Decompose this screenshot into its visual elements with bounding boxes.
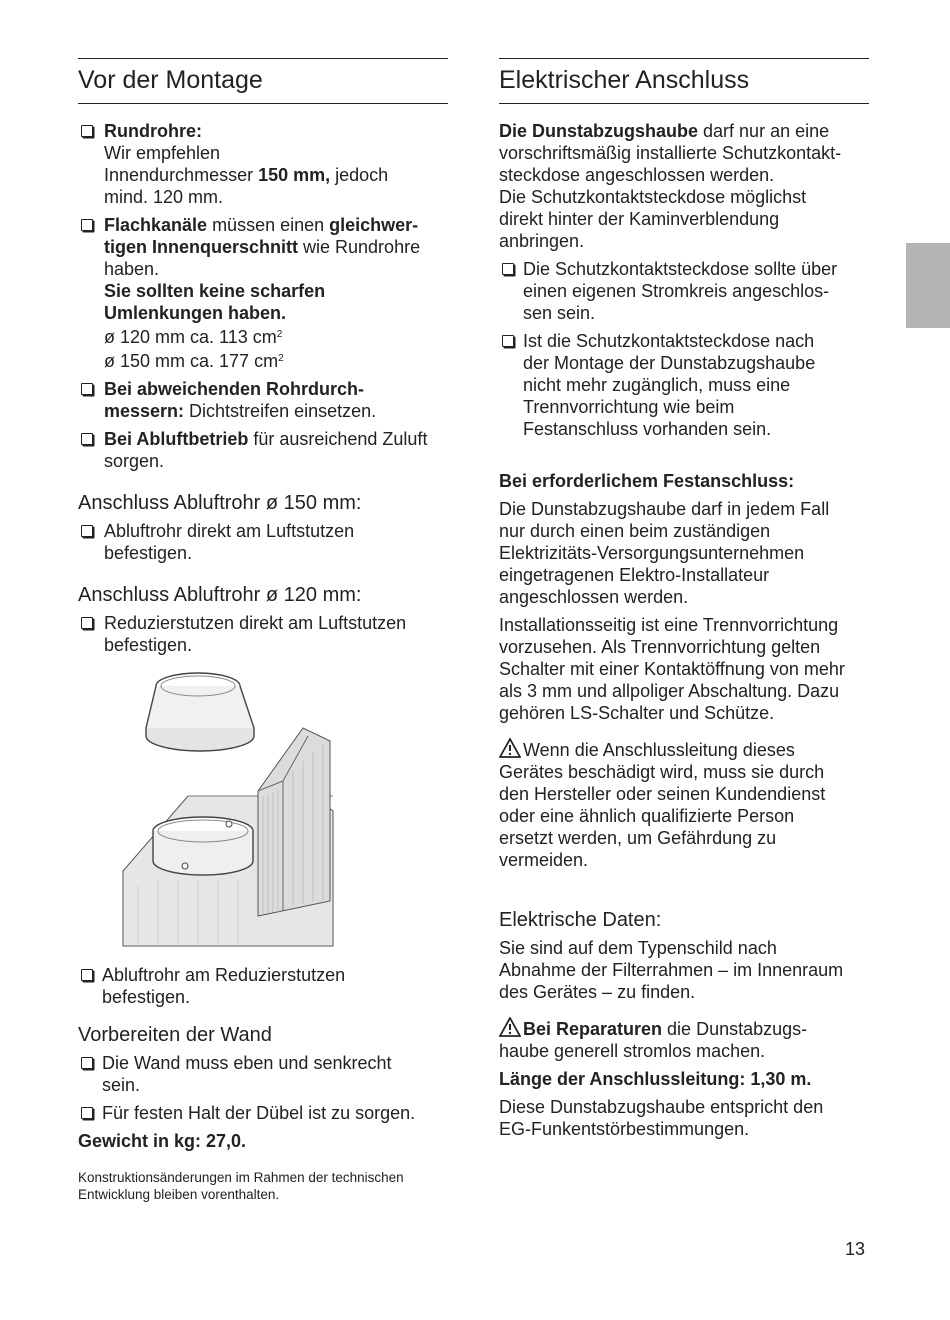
paragraph-trennvorrichtung: Installationsseitig ist eine Trennvorrichtung vorzusehen. Als Trennvorrichtung gelten Schalter mit einer Kontaktöffnung von mehr als 3 mm und allpoliger Abschaltung. Dazu gehören LS-Schalter und Schütze. bbox=[499, 615, 845, 723]
checkbox-icon bbox=[502, 335, 514, 347]
list-item-abluftrohr-reduzierstutzen: Abluftrohr am Reduzierstutzen befestigen. bbox=[78, 964, 448, 1008]
paragraph-warning-reparaturen: Bei Reparaturen die Dunstabzugs- haube generell stromlos machen. bbox=[499, 1019, 808, 1061]
list-item-trennvorrichtung: Ist die Schutzkontaktsteckdose nach der Montage der Dunstabzugshaube nicht mehr zugänglich, muss eine Trennvorrichtung wie beim Festanschluss vorhanden sein. bbox=[499, 330, 869, 440]
list-item-eigener-stromkreis: Die Schutzkontaktsteckdose sollte über einen eigenen Stromkreis angeschlos- sen sein. bbox=[499, 258, 869, 324]
page-number: 13 bbox=[845, 1239, 866, 1259]
heading-vorbereiten-der-wand: Vorbereiten der Wand bbox=[78, 1024, 272, 1046]
paragraph-intro: Die Dunstabzugshaube darf nur an eine vorschriftsmäßig installierte Schutzkontakt- steckdose angeschlossen werden. Die Schutzkontaktsteckdose möglichst direkt hinter der Kaminverblendung anbringen. bbox=[499, 121, 842, 251]
checkbox-icon bbox=[81, 1107, 93, 1119]
checkbox-icon bbox=[81, 969, 93, 981]
weight-text: Gewicht in kg: 27,0. bbox=[78, 1131, 247, 1151]
list-item-duebel: Für festen Halt der Dübel ist zu sorgen. bbox=[78, 1102, 448, 1124]
checkbox-icon bbox=[81, 617, 93, 629]
duct-reducer-illustration bbox=[98, 666, 398, 956]
paragraph-festanschluss: Die Dunstabzugshaube darf in jedem Fall nur durch einen beim zuständigen Elektrizitäts-Versorgungsunternehmen eingetragenen Elektro-Installateur angeschlossen werden. bbox=[499, 499, 830, 607]
checkbox-icon bbox=[81, 219, 93, 231]
list-item-wand-eben: Die Wand muss eben und senkrecht sein. bbox=[78, 1052, 448, 1096]
section-title-vor-der-montage: Vor der Montage bbox=[78, 58, 448, 104]
list-item-rundrohre: Rundrohre: Wir empfehlen Innendurchmesser 150 mm, jedoch mind. 120 mm. bbox=[78, 120, 448, 208]
heading-elektrische-daten: Elektrische Daten: bbox=[499, 909, 662, 931]
list-item-abluftrohr-150: Abluftrohr direkt am Luftstutzen befestigen. bbox=[78, 520, 448, 564]
heading-anschluss-150: Anschluss Abluftrohr ø 150 mm: bbox=[78, 492, 362, 514]
cable-length-text: Länge der Anschlussleitung: 1,30 m. bbox=[499, 1069, 812, 1089]
list-item-abweichende-rohrdurchmesser: Bei abweichenden Rohrdurch- messern: Dichtstreifen einsetzen. bbox=[78, 378, 448, 422]
right-column bbox=[499, 58, 869, 1146]
section-title-elektrischer-anschluss: Elektrischer Anschluss bbox=[499, 58, 869, 104]
paragraph-typenschild: Sie sind auf dem Typenschild nach Abnahme der Filterrahmen – im Innenraum des Gerätes – zu finden. bbox=[499, 938, 844, 1002]
checkbox-icon bbox=[81, 433, 93, 445]
language-tab-marker bbox=[906, 243, 950, 328]
paragraph-eg-funkentstoerung: Diese Dunstabzugshaube entspricht den EG-Funkentstörbestimmungen. bbox=[499, 1097, 824, 1139]
checkbox-icon bbox=[81, 1057, 93, 1069]
checkbox-icon bbox=[81, 125, 93, 137]
checkbox-icon bbox=[81, 525, 93, 537]
heading-festanschluss: Bei erforderlichem Festanschluss: bbox=[499, 471, 795, 491]
checkbox-icon bbox=[81, 383, 93, 395]
warning-triangle-icon bbox=[499, 738, 521, 758]
paragraph-warning-anschlussleitung: Wenn die Anschlussleitung dieses Gerätes beschädigt wird, muss sie durch den Hersteller oder seinen Kundendienst oder eine ähnlich qualifizierte Person ersetzt werden, um Gefährdung zu vermeiden. bbox=[499, 740, 826, 870]
footnote: Konstruktionsänderungen im Rahmen der technischen Entwicklung bleiben vorenthalten. bbox=[78, 1170, 404, 1202]
warning-triangle-icon bbox=[499, 1017, 521, 1037]
list-item-abluftbetrieb: Bei Abluftbetrieb für ausreichend Zuluft sorgen. bbox=[78, 428, 448, 472]
list-item-flachkanaele: Flachkanäle müssen einen gleichwer- tigen Innenquerschnitt wie Rundrohre haben. Sie sollten keine scharfen Umlenkungen haben. ø 120 mm ca. 113 $cm^2$ ø 150 mm ca. 177 $cm^2$ bbox=[78, 214, 448, 372]
heading-anschluss-120: Anschluss Abluftrohr ø 120 mm: bbox=[78, 584, 362, 606]
mounting-illustration bbox=[98, 666, 398, 956]
list-item-reduzierstutzen-120: Reduzierstutzen direkt am Luftstutzen befestigen. bbox=[78, 612, 448, 656]
checkbox-icon bbox=[502, 263, 514, 275]
left-column bbox=[78, 58, 448, 1158]
